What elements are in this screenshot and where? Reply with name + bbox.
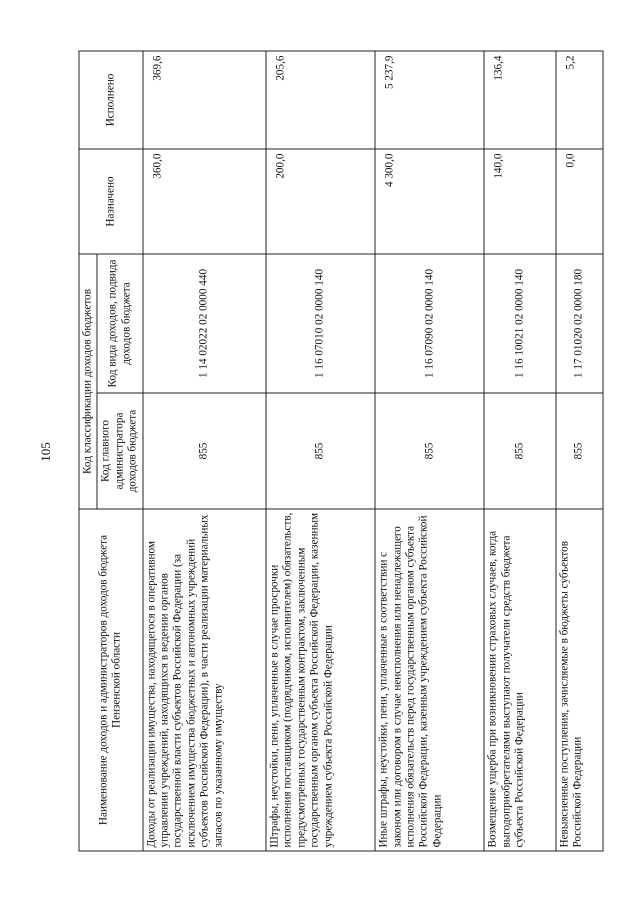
row-name: Возмещение ущерба при возникновении страховых случаев, когда выгодоприобретателями выступают получатели средств бюджета субъекта Российской Федерации: [484, 509, 555, 851]
row-name: Невыясненные поступления, зачисляемые в бюджеты субъектов Российской Федерации: [556, 509, 603, 851]
row-income-code: 1 16 10021 02 0000 140: [484, 254, 555, 393]
row-admin-code: 855: [484, 393, 555, 509]
row-income-code: 1 14 02022 02 0000 440: [143, 254, 266, 393]
row-income-code: 1 16 07090 02 0000 140: [375, 254, 484, 393]
row-admin-code: 855: [556, 393, 603, 509]
header-admin-code: Код главного администратора доходов бюджета: [97, 393, 142, 509]
row-admin-code: 855: [266, 393, 375, 509]
row-name: Доходы от реализации имущества, находящегося в оперативном управлении учреждений, находящихся в ведении органов государственной власти субъектов Российской Федерации (за исключением имущества бюджетных и автономных учреждений субъектов Российской Федерации), в части реализации материальных запасов по указанному имуществу: [143, 509, 266, 851]
row-income-code: 1 16 07010 02 0000 140: [266, 254, 375, 393]
table-row: [375, 51, 484, 851]
header-name: Наименование доходов и администраторов доходов бюджета Пензенской области: [79, 509, 143, 851]
row-assigned: 4 300,0: [375, 149, 484, 254]
row-executed: 369,6: [143, 51, 266, 149]
row-admin-code: 855: [143, 393, 266, 509]
row-income-code: 1 17 01020 02 0000 180: [556, 254, 603, 393]
table-row: [266, 51, 375, 851]
row-assigned: 0,0: [556, 149, 603, 254]
row-executed: 5 237,9: [375, 51, 484, 149]
header-income-code: Код вида доходов, подвида доходов бюджета: [97, 254, 142, 393]
header-kbk-group: Код классификации доходов бюджетов: [79, 254, 97, 509]
row-executed: 5,2: [556, 51, 603, 149]
header-executed: Исполнено: [79, 51, 143, 149]
table-row: [484, 51, 555, 851]
row-executed: 136,4: [484, 51, 555, 149]
row-assigned: 140,0: [484, 149, 555, 254]
row-admin-code: 855: [375, 393, 484, 509]
budget-income-table: [79, 50, 604, 851]
table-row: [556, 51, 603, 851]
row-executed: 205,6: [266, 51, 375, 149]
table-row: [143, 51, 266, 851]
page-number: 105: [37, 442, 53, 462]
row-assigned: 360,0: [143, 149, 266, 254]
header-assigned: Назначено: [79, 149, 143, 254]
row-assigned: 200,0: [266, 149, 375, 254]
row-name: Иные штрафы, неустойки, пени, уплаченные в соответствии с законом или договором в случае неисполнения или ненадлежащего исполнения обязательств перед государственным органом субъекта Российской Федерации, казенным учреждением субъекта Российской Федерации: [375, 509, 484, 851]
rotated-table-wrapper: [79, 52, 604, 852]
row-name: Штрафы, неустойки, пени, уплаченные в случае просрочки исполнения поставщиком (подрядчиком, исполнителем) обязательств, предусмотренных государственным контрактом, заключенным государственным органом субъекта Российской Федерации, казенным учреждением субъекта Российской Федерации: [266, 509, 375, 851]
